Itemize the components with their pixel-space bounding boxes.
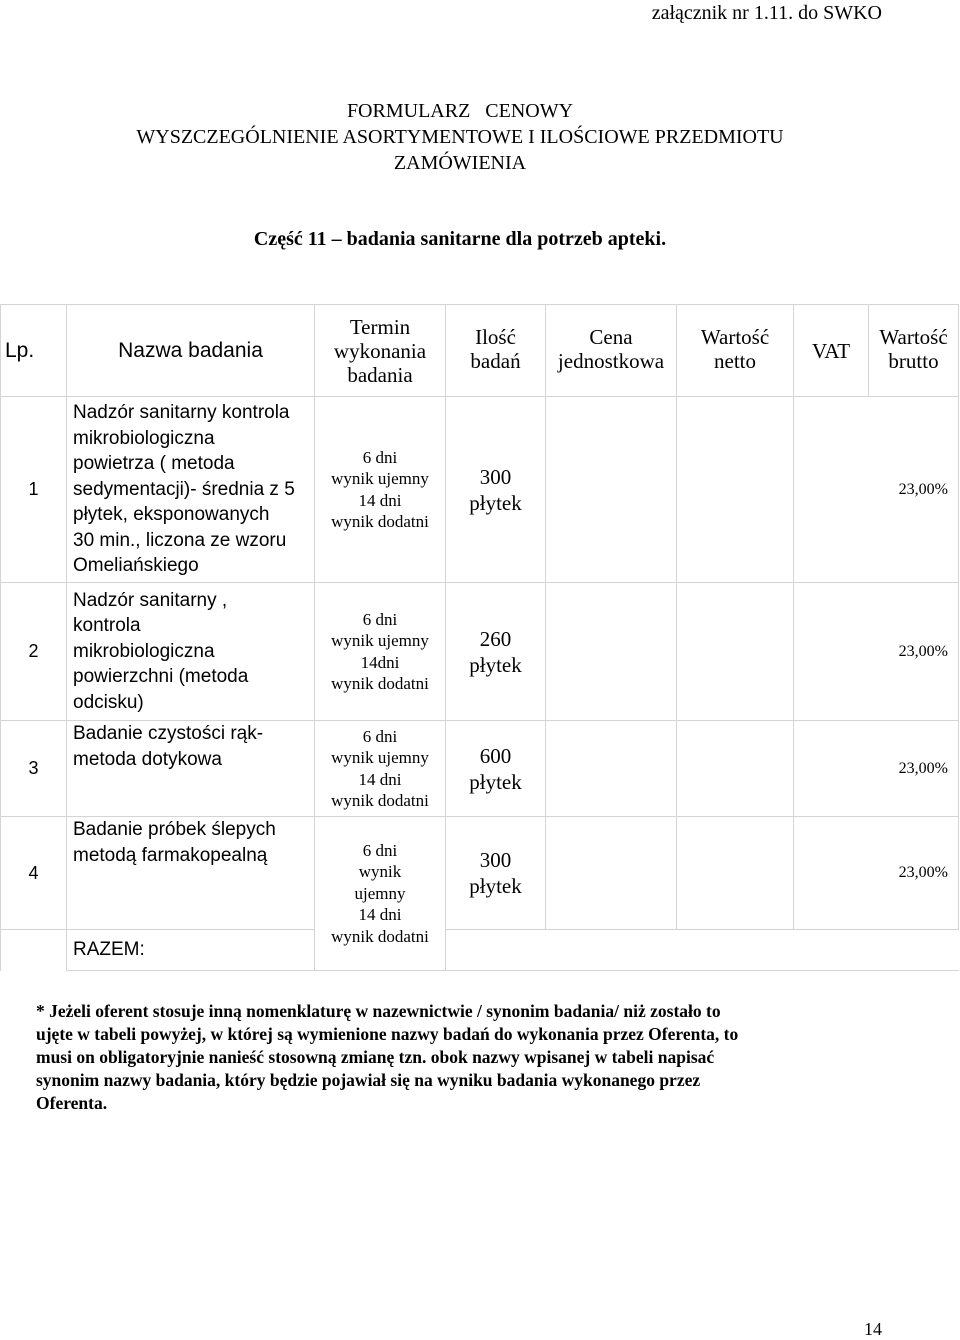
header-lp: Lp. (1, 305, 67, 397)
header-qty: Ilość badań (446, 305, 546, 397)
row-lp: 3 (1, 721, 67, 817)
title-line-3: ZAMÓWIENIA (393, 152, 527, 174)
header-net: Wartość netto (677, 305, 794, 397)
row-name: Nadzór sanitarny kontrola mikrobiologiczna powietrza ( metoda sedymentacji)- średnia z 5 płytek, eksponowanych 30 min., liczona ze wzoru Omeliańskiego (67, 397, 315, 583)
price-form-table (0, 304, 959, 971)
row-term: 6 dni wynik ujemny 14 dni wynik dodatni (315, 397, 446, 583)
part-title: Część 11 – badania sanitarne dla potrzeb apteki. (253, 228, 667, 250)
row-qty: 260 płytek (446, 583, 546, 721)
total-empty (446, 930, 959, 971)
table-header-row (1, 305, 959, 397)
row-term: 6 dni wynik ujemny 14dni wynik dodatni (315, 583, 446, 721)
row-vat: 23,00% (794, 721, 959, 817)
row-lp: 4 (1, 817, 67, 930)
document-title (0, 98, 920, 176)
total-row (1, 930, 959, 971)
row-name: Nadzór sanitarny , kontrola mikrobiologiczna powierzchni (metoda odcisku) (67, 583, 315, 721)
row-net (677, 817, 794, 930)
row-net (677, 721, 794, 817)
row-vat: 23,00% (794, 583, 959, 721)
header-term: Termin wykonania badania (315, 305, 446, 397)
footnote: * Jeżeli oferent stosuje inną nomenklaturę w nazewnictwie / synonim badania/ niż zostało to ujęte w tabeli powyżej, w której są wymienione nazwy badań do wykonania przez Oferenta, to musi on obligatoryjnie nanieść stosowną zmianę tzn. obok nazwy wpisanej w tabeli napisać synonim nazwy badania, który będzie pojawiał się na wyniku badania wykonanego przez Oferenta. (36, 1001, 739, 1113)
header-vat: VAT (794, 305, 869, 397)
row-qty: 600 płytek (446, 721, 546, 817)
header-gross: Wartość brutto (869, 305, 959, 397)
row-lp: 1 (1, 397, 67, 583)
row-qty: 300 płytek (446, 817, 546, 930)
annex-label: załącznik nr 1.11. do SWKO (651, 2, 882, 24)
page-number: 14 (864, 1319, 882, 1339)
table-row (1, 583, 959, 721)
total-label: RAZEM: (67, 930, 315, 971)
table-row (1, 721, 959, 817)
header-name: Nazwa badania (67, 305, 315, 397)
row-term: 6 dni wynik ujemny 14 dni wynik dodatni (315, 817, 446, 971)
row-unit-price (546, 397, 677, 583)
title-line-1: FORMULARZ CENOWY (346, 100, 574, 122)
row-net (677, 397, 794, 583)
row-name: Badanie czystości rąk- metoda dotykowa (67, 721, 315, 817)
row-net (677, 583, 794, 721)
row-vat: 23,00% (794, 397, 959, 583)
row-unit-price (546, 583, 677, 721)
title-line-2: WYSZCZEGÓLNIENIE ASORTYMENTOWE I ILOŚCIOWE PRZEDMIOTU (136, 126, 784, 148)
row-name: Badanie próbek ślepych metodą farmakopealną (67, 817, 315, 930)
row-unit-price (546, 817, 677, 930)
row-lp: 2 (1, 583, 67, 721)
table-row (1, 817, 959, 930)
row-qty: 300 płytek (446, 397, 546, 583)
header-unit-price: Cena jednostkowa (546, 305, 677, 397)
row-unit-price (546, 721, 677, 817)
row-term: 6 dni wynik ujemny 14 dni wynik dodatni (315, 721, 446, 817)
row-vat: 23,00% (794, 817, 959, 930)
table-row (1, 397, 959, 583)
